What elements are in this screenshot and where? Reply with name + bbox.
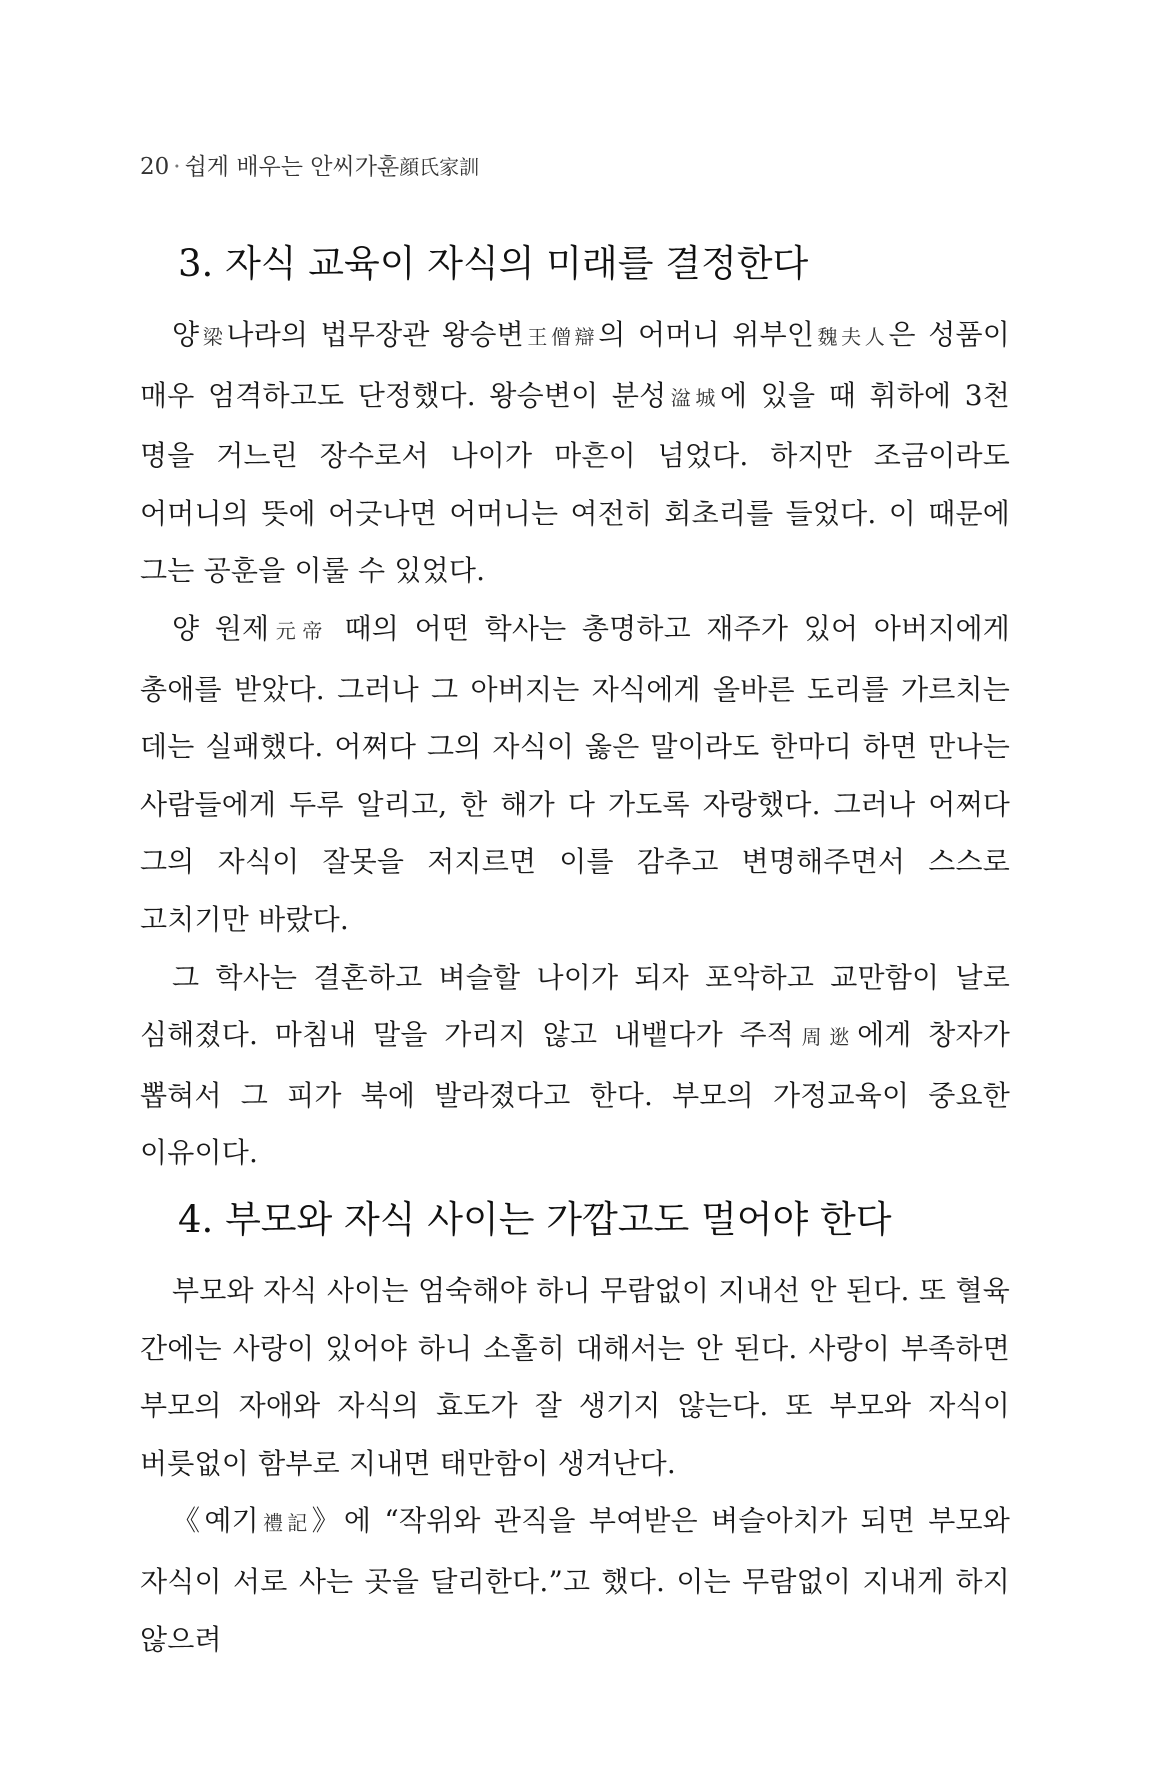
text-run: 《예기: [172, 1504, 259, 1538]
text-run: 의 어머니 위부인: [598, 318, 815, 351]
text-run: 그 학사는 결혼하고 벼슬할 나이가 되자 포악하고 교만함이 날로 심해졌다. 마침내 말을 가리지 않고 내뱉다가 주적: [140, 960, 1010, 1052]
text-run: 에게 창자가 뽑혀서 그 피가 북에 발라졌다고 한다. 부모의 가정교육이 중요한 이유이다.: [140, 1018, 1010, 1170]
hanja-annotation: 魏夫人: [814, 325, 889, 349]
text-run: 에 있을 때 휘하에 3천 명을 거느린 장수로서 나이가 마흔이 넘었다. 하지만 조금이라도 어머니의 뜻에 어긋나면 어머니는 여전히 회초리를 들었다. 이 때문에 그는 공훈을 이룰 수 있었다.: [140, 378, 1010, 588]
text-run: 양 원제: [172, 611, 270, 645]
header-separator: ·: [173, 154, 181, 180]
hanja-annotation: 王僧辯: [523, 325, 599, 349]
text-run: 은 성품이 매우 엄격하고도 단정했다. 왕승변이 분성: [140, 318, 1010, 412]
hanja-annotation: 禮記: [258, 1511, 312, 1536]
text-run: 때의 어떤 학사는 총명하고 재주가 있어 아버지에게 총애를 받았다. 그러나 그 아버지는 자식에게 올바른 도리를 가르치는 데는 실패했다. 어쩌다 그의 자식이 옳은 말이라도 한마디 하면 만나는 사람들에게 두루 알리고, 한 해가 다 가도록 자랑했다. 그러나 어쩌다 그의 자식이 잘못을 저지르면 이를 감추고 변명해주면서 스스로 고치기만 바랐다.: [140, 611, 1010, 936]
paragraph: [140, 306, 1010, 600]
book-title-hanja: 顔氏家訓: [399, 155, 480, 179]
paragraph: [140, 1262, 1010, 1492]
hanja-annotation: 元帝: [269, 618, 330, 643]
paragraph: [140, 600, 1010, 949]
section-4: [140, 1192, 1010, 1668]
text-run: 부모와 자식 사이는 엄숙해야 하니 무람없이 지내선 안 된다. 또 혈육 간에는 사랑이 있어야 하니 소홀히 대해서는 안 된다. 사랑이 부족하면 부모의 자애와 자식의 효도가 잘 생기지 않는다. 또 부모와 자식이 버릇없이 함부로 지내면 태만함이 생겨난다.: [140, 1274, 1010, 1480]
running-header: [140, 152, 479, 182]
paragraph: [140, 949, 1010, 1182]
text-run: 나라의 법무장관 왕승변: [226, 318, 524, 351]
text-run: 양: [172, 318, 200, 351]
page-number: 20: [140, 154, 170, 180]
section-heading: 3. 자식 교육이 자식의 미래를 결정한다: [178, 242, 809, 285]
book-title: 쉽게 배우는 안씨가훈: [184, 154, 400, 180]
hanja-annotation: 湓城: [666, 385, 720, 410]
paragraph: [140, 1492, 1010, 1668]
section-3: [140, 236, 1010, 1182]
section-heading: 4. 부모와 자식 사이는 가깝고도 멀어야 한다: [178, 1198, 892, 1241]
text-run: 》에 “작위와 관직을 부여받은 벼슬아치가 되면 부모와 자식이 서로 사는 곳을 달리한다.”고 했다. 이는 무람없이 지내게 하지 않으려: [140, 1504, 1011, 1656]
hanja-annotation: 周逖: [794, 1025, 858, 1050]
hanja-annotation: 梁: [199, 325, 227, 349]
